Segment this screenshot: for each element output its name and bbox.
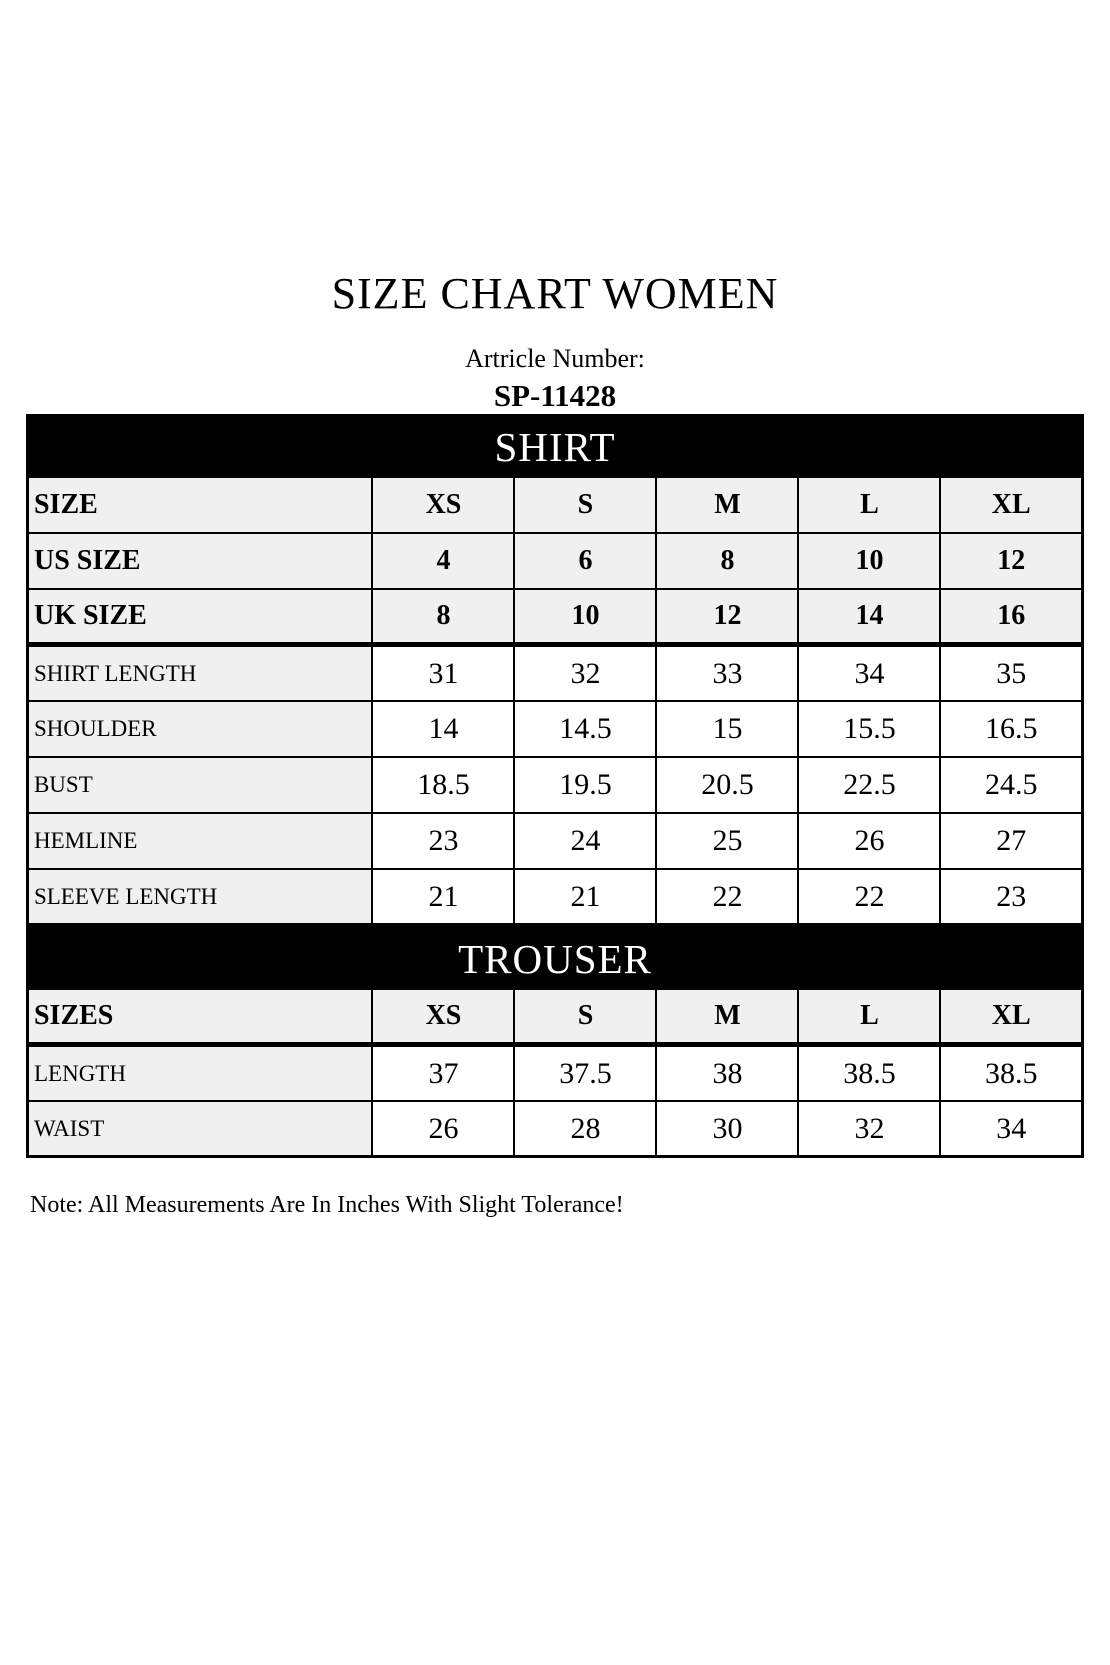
measure-value-cell: 18.5 bbox=[372, 757, 514, 813]
measure-value-cell: 23 bbox=[940, 869, 1082, 925]
size-value-cell: 6 bbox=[514, 533, 656, 589]
size-value-cell: XL bbox=[940, 477, 1082, 533]
measure-value-cell: 33 bbox=[656, 645, 798, 701]
measure-value-cell: 35 bbox=[940, 645, 1082, 701]
measure-value-cell: 22 bbox=[656, 869, 798, 925]
measure-value-cell: 22 bbox=[798, 869, 940, 925]
size-value-cell: L bbox=[798, 477, 940, 533]
measurement-note: Note: All Measurements Are In Inches With Slight Tolerance! bbox=[30, 1192, 624, 1219]
size-value-cell: 14 bbox=[798, 589, 940, 645]
size-value-cell: 12 bbox=[656, 589, 798, 645]
measure-value-cell: 28 bbox=[514, 1101, 656, 1157]
measure-value-cell: 15 bbox=[656, 701, 798, 757]
size-value-cell: M bbox=[656, 989, 798, 1045]
trouser-table-title: TROUSER bbox=[27, 928, 1082, 989]
row-label: SIZES bbox=[27, 989, 372, 1045]
article-number-label: Artricle Number: bbox=[465, 344, 645, 373]
row-label: UK SIZE bbox=[27, 589, 372, 645]
measure-value-cell: 21 bbox=[372, 869, 514, 925]
shirt-table-title: SHIRT bbox=[27, 416, 1082, 477]
size-value-cell: S bbox=[514, 477, 656, 533]
measure-value-cell: 26 bbox=[798, 813, 940, 869]
size-value-cell: S bbox=[514, 989, 656, 1045]
measure-value-cell: 15.5 bbox=[798, 701, 940, 757]
measure-value-cell: 26 bbox=[372, 1101, 514, 1157]
measure-value-cell: 24.5 bbox=[940, 757, 1082, 813]
row-label: US SIZE bbox=[27, 533, 372, 589]
table-row bbox=[27, 1101, 1082, 1157]
measure-value-cell: 23 bbox=[372, 813, 514, 869]
trouser-table-title-row bbox=[27, 928, 1082, 989]
size-value-cell: 10 bbox=[514, 589, 656, 645]
table-row bbox=[27, 869, 1082, 925]
size-value-cell: L bbox=[798, 989, 940, 1045]
measure-value-cell: 19.5 bbox=[514, 757, 656, 813]
row-label: BUST bbox=[27, 757, 372, 813]
shirt-table-title-row bbox=[27, 416, 1082, 477]
heading-block bbox=[0, 0, 1110, 414]
measure-value-cell: 20.5 bbox=[656, 757, 798, 813]
table-row bbox=[27, 1045, 1082, 1101]
size-value-cell: XL bbox=[940, 989, 1082, 1045]
measure-value-cell: 14 bbox=[372, 701, 514, 757]
measure-value-cell: 37.5 bbox=[514, 1045, 656, 1101]
measure-value-cell: 30 bbox=[656, 1101, 798, 1157]
measure-value-cell: 24 bbox=[514, 813, 656, 869]
size-value-cell: 12 bbox=[940, 533, 1082, 589]
measure-value-cell: 38 bbox=[656, 1045, 798, 1101]
row-label: SLEEVE LENGTH bbox=[27, 869, 372, 925]
measure-value-cell: 27 bbox=[940, 813, 1082, 869]
table-row bbox=[27, 757, 1082, 813]
size-value-cell: 10 bbox=[798, 533, 940, 589]
size-value-cell: XS bbox=[372, 989, 514, 1045]
measure-value-cell: 34 bbox=[940, 1101, 1082, 1157]
size-value-cell: 4 bbox=[372, 533, 514, 589]
measure-value-cell: 32 bbox=[514, 645, 656, 701]
row-label: SHIRT LENGTH bbox=[27, 645, 372, 701]
table-row bbox=[27, 589, 1082, 645]
size-value-cell: M bbox=[656, 477, 798, 533]
size-value-cell: 8 bbox=[372, 589, 514, 645]
row-label: SHOULDER bbox=[27, 701, 372, 757]
measure-value-cell: 37 bbox=[372, 1045, 514, 1101]
table-row bbox=[27, 701, 1082, 757]
measure-value-cell: 34 bbox=[798, 645, 940, 701]
row-label: WAIST bbox=[27, 1101, 372, 1157]
measure-value-cell: 38.5 bbox=[940, 1045, 1082, 1101]
measure-value-cell: 16.5 bbox=[940, 701, 1082, 757]
row-label: LENGTH bbox=[27, 1045, 372, 1101]
page-title: SIZE CHART WOMEN bbox=[331, 269, 779, 318]
article-number-value: SP-11428 bbox=[493, 378, 617, 414]
table-row bbox=[27, 645, 1082, 701]
measure-value-cell: 31 bbox=[372, 645, 514, 701]
table-row bbox=[27, 533, 1082, 589]
shirt-table bbox=[26, 414, 1084, 926]
measure-value-cell: 32 bbox=[798, 1101, 940, 1157]
table-row bbox=[27, 477, 1082, 533]
row-label: HEMLINE bbox=[27, 813, 372, 869]
size-value-cell: 8 bbox=[656, 533, 798, 589]
measure-value-cell: 21 bbox=[514, 869, 656, 925]
table-row bbox=[27, 813, 1082, 869]
measure-value-cell: 22.5 bbox=[798, 757, 940, 813]
table-row bbox=[27, 989, 1082, 1045]
measure-value-cell: 38.5 bbox=[798, 1045, 940, 1101]
row-label: SIZE bbox=[27, 477, 372, 533]
measure-value-cell: 14.5 bbox=[514, 701, 656, 757]
trouser-table bbox=[26, 926, 1084, 1158]
measure-value-cell: 25 bbox=[656, 813, 798, 869]
size-value-cell: 16 bbox=[940, 589, 1082, 645]
size-value-cell: XS bbox=[372, 477, 514, 533]
